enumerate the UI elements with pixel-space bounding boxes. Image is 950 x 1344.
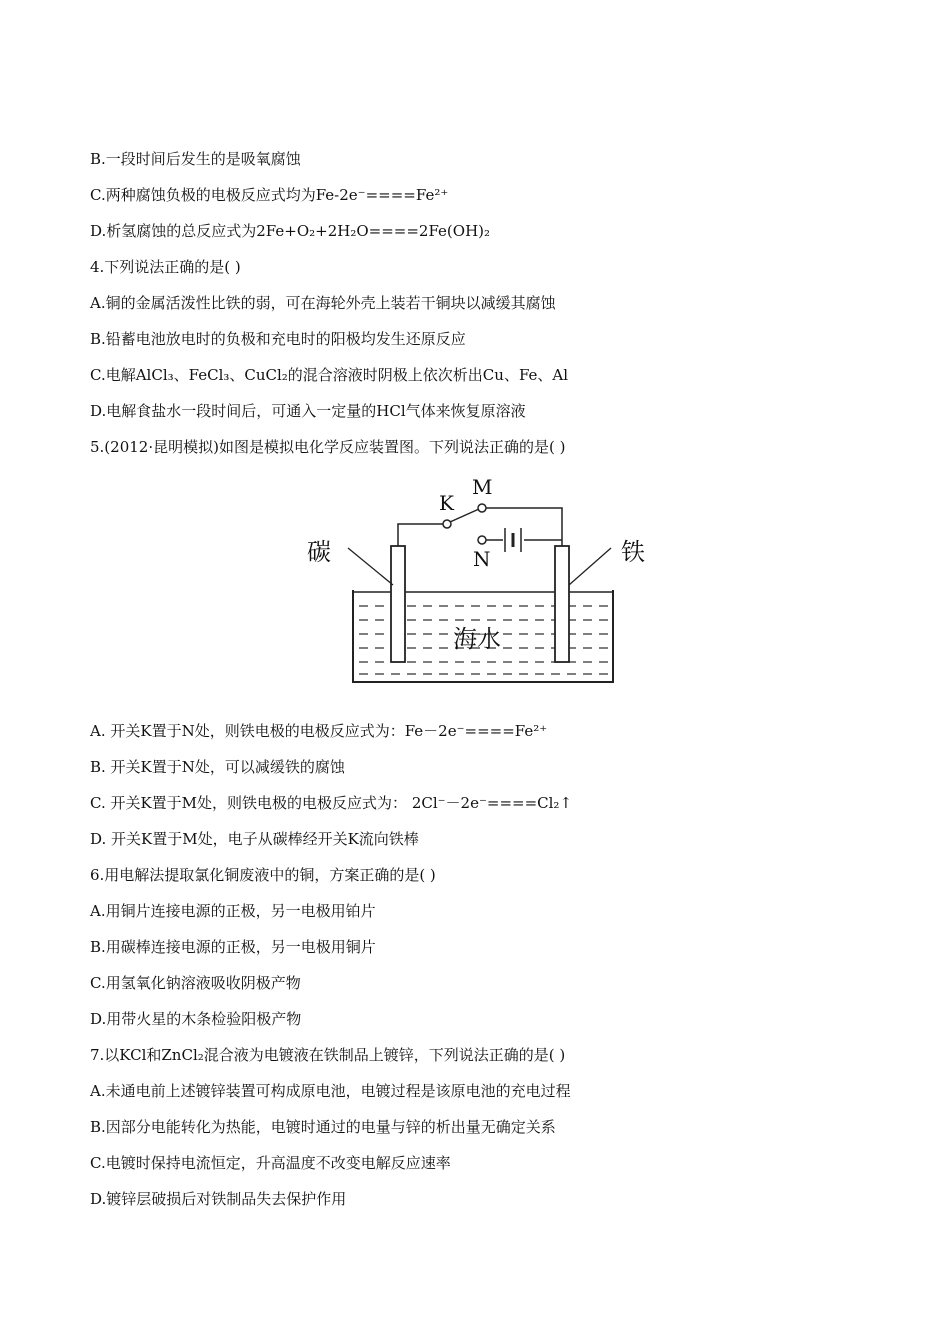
- q3-option-b: B.一段时间后发生的是吸氧腐蚀: [90, 150, 301, 168]
- q7-option-b: B.因部分电能转化为热能，电镀时通过的电量与锌的析出量无确定关系: [90, 1118, 556, 1136]
- question-4: 4.下列说法正确的是( ): [90, 258, 241, 276]
- q5-option-b: B. 开关K置于N处，可以减缓铁的腐蚀: [90, 758, 345, 776]
- label-m: M: [472, 475, 493, 499]
- q5-option-d: D. 开关K置于M处，电子从碳棒经开关K流向铁棒: [90, 830, 419, 848]
- terminal-n: [478, 536, 486, 544]
- q7-option-c: C.电镀时保持电流恒定，升高温度不改变电解反应速率: [90, 1154, 451, 1172]
- label-iron: 铁: [621, 538, 645, 566]
- terminal-m: [478, 504, 486, 512]
- q5-option-c: C. 开关K置于M处，则铁电极的电极反应式为： 2Cl⁻－2e⁻====Cl₂↑: [90, 794, 573, 812]
- q3-option-d: D.析氢腐蚀的总反应式为2Fe+O₂+2H₂O====2Fe(OH)₂: [90, 222, 491, 240]
- q5-option-a: A. 开关K置于N处，则铁电极的电极反应式为：Fe－2e⁻====Fe²⁺: [90, 722, 548, 740]
- label-n: N: [473, 547, 491, 571]
- question-6: 6.用电解法提取氯化铜废液中的铜，方案正确的是( ): [90, 866, 436, 884]
- q3-option-c: C.两种腐蚀负极的电极反应式均为Fe-2e⁻====Fe²⁺: [90, 186, 449, 204]
- q7-option-d: D.镀锌层破损后对铁制品失去保护作用: [90, 1190, 347, 1208]
- iron-electrode: [555, 546, 569, 662]
- q6-option-a: A.用铜片连接电源的正极，另一电极用铂片: [90, 902, 376, 920]
- q6-option-c: C.用氢氧化钠溶液吸收阴极产物: [90, 974, 301, 992]
- label-seawater: 海水: [453, 625, 501, 653]
- carbon-electrode: [391, 546, 405, 662]
- q6-option-b: B.用碳棒连接电源的正极，另一电极用铜片: [90, 938, 376, 956]
- question-7: 7.以KCl和ZnCl₂混合液为电镀液在铁制品上镀锌，下列说法正确的是( ): [90, 1046, 566, 1064]
- question-5: 5.(2012·昆明模拟)如图是模拟电化学反应装置图。下列说法正确的是( ): [90, 438, 566, 456]
- electrochemistry-apparatus-diagram: [293, 470, 660, 703]
- q6-option-d: D.用带火星的木条检验阳极产物: [90, 1010, 302, 1028]
- label-k: K: [439, 491, 454, 515]
- q4-option-c: C.电解AlCl₃、FeCl₃、CuCl₂的混合溶液时阴极上依次析出Cu、Fe、Al: [90, 366, 569, 384]
- q4-option-a: A.铜的金属活泼性比铁的弱，可在海轮外壳上装若干铜块以减缓其腐蚀: [90, 294, 556, 312]
- switch-k-pivot: [443, 520, 451, 528]
- q7-option-a: A.未通电前上述镀锌装置可构成原电池，电镀过程是该原电池的充电过程: [90, 1082, 571, 1100]
- label-carbon: 碳: [307, 538, 331, 566]
- q4-option-b: B.铅蓄电池放电时的负极和充电时的阳极均发生还原反应: [90, 330, 466, 348]
- q4-option-d: D.电解食盐水一段时间后，可通入一定量的HCl气体来恢复原溶液: [90, 402, 526, 420]
